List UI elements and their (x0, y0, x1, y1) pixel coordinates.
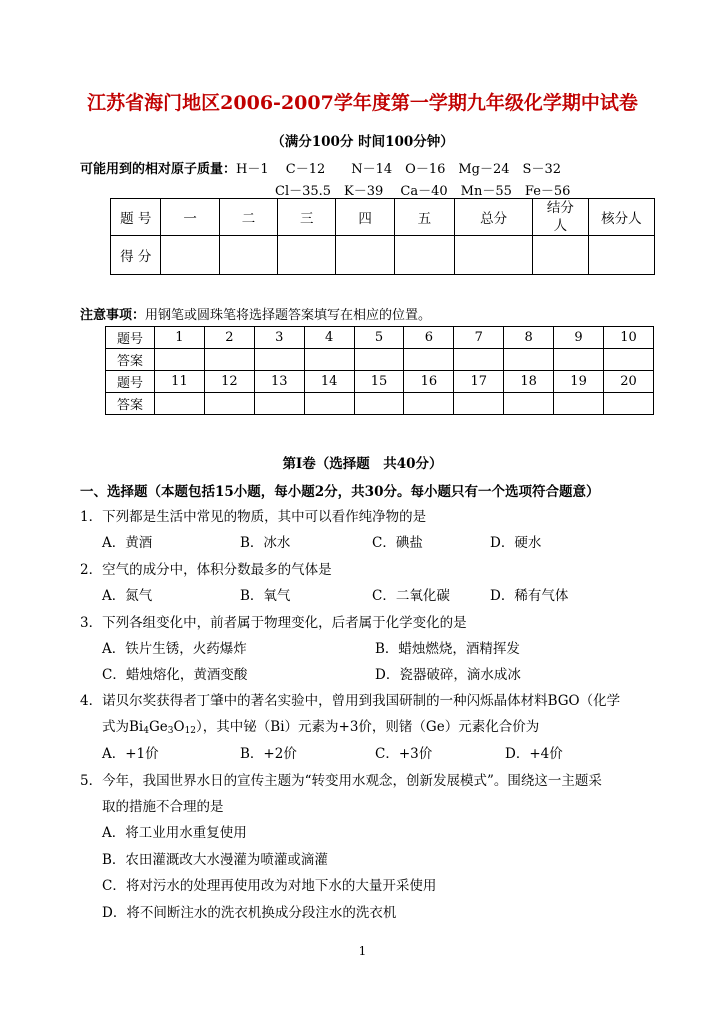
q1-option-c: C．碘盐 (372, 535, 423, 551)
q3-option-d: D．瓷器破碎，滴水成冰 (375, 667, 521, 683)
q5-option-b: B．农田灌溉改大水漫灌为喷灌或滴灌 (102, 852, 328, 868)
question-number-cell: 11 (155, 371, 205, 393)
score-header-cell: 一 (161, 199, 219, 236)
notice-text: 用钢笔或圆珠笔将选择题答案填写在相应的位置。 (145, 308, 432, 323)
question-number-cell: 17 (454, 371, 504, 393)
question-number-cell: 7 (454, 327, 504, 349)
q2-option-a: A．氮气 (102, 588, 153, 604)
page-number: 1 (358, 944, 367, 958)
answer-cell[interactable] (204, 349, 254, 371)
score-table-header-row (111, 199, 655, 236)
q1-stem: 1．下列都是生活中常见的物质，其中可以看作纯净物的是 (80, 509, 427, 525)
score-cell[interactable] (219, 236, 277, 275)
q5-option-d: D．将不间断注水的洗衣机换成分段注水的洗衣机 (102, 905, 397, 921)
score-header-cell: 总分 (455, 199, 533, 236)
q5-option-a: A．将工业用水重复使用 (102, 825, 247, 841)
exam-subtitle: （满分100分 时间100分钟） (271, 134, 454, 150)
answer-table-answer-row (106, 349, 654, 371)
score-header-cell: 题 号 (111, 199, 161, 236)
answer-cell[interactable] (554, 393, 604, 415)
answer-cell[interactable] (604, 349, 654, 371)
question-number-cell: 4 (304, 327, 354, 349)
question-number-cell: 9 (554, 327, 604, 349)
answer-cell[interactable] (504, 393, 554, 415)
question-number-cell: 20 (604, 371, 654, 393)
atomic-mass-values-1: H－1 C－12 N－14 O－16 Mg－24 S－32 (236, 162, 561, 177)
q4-option-d: D．+4价 (505, 746, 563, 762)
score-cell[interactable] (533, 236, 589, 275)
atomic-mass-label: 可能用到的相对原子质量： (80, 162, 237, 177)
score-header-cell: 四 (336, 199, 394, 236)
question-number-cell: 1 (155, 327, 205, 349)
answer-cell[interactable] (304, 393, 354, 415)
score-cell[interactable] (161, 236, 219, 275)
exam-title: 江苏省海门地区2006-2007学年度第一学期九年级化学期中试卷 (87, 92, 638, 114)
answer-cell[interactable] (155, 349, 205, 371)
q4-option-b: B．+2价 (240, 746, 297, 762)
question-number-cell: 13 (254, 371, 304, 393)
answer-row-label: 答案 (106, 393, 155, 415)
section1-title: 一、选择题（本题包括15小题，每小题2分，共30分。每小题只有一个选项符合题意） (80, 484, 600, 500)
answer-table-number-row (106, 327, 654, 349)
atomic-mass-values-2: Cl－35.5 K－39 Ca－40 Mn－55 Fe－56 (275, 184, 571, 199)
q3-option-c: C．蜡烛熔化，黄酒变酸 (102, 667, 248, 683)
answer-cell[interactable] (404, 349, 454, 371)
score-cell[interactable] (336, 236, 394, 275)
answer-cell[interactable] (354, 393, 404, 415)
score-header-cell: 五 (394, 199, 454, 236)
answer-row-label: 题号 (106, 371, 155, 393)
question-number-cell: 18 (504, 371, 554, 393)
q4-stem: 4．诺贝尔奖获得者丁肇中的著名实验中，曾用到我国研制的一种闪烁晶体材料BGO（化学 (80, 693, 621, 709)
score-cell[interactable] (455, 236, 533, 275)
answer-cell[interactable] (604, 393, 654, 415)
notice (80, 304, 431, 323)
score-cell[interactable] (588, 236, 654, 275)
answer-cell[interactable] (254, 393, 304, 415)
question-number-cell: 16 (404, 371, 454, 393)
q1-option-a: A．黄酒 (102, 535, 153, 551)
question-number-cell: 10 (604, 327, 654, 349)
question-number-cell: 6 (404, 327, 454, 349)
q3-stem: 3．下列各组变化中，前者属于物理变化，后者属于化学变化的是 (80, 615, 467, 631)
score-cell[interactable] (394, 236, 454, 275)
q2-stem: 2．空气的成分中，体积分数最多的气体是 (80, 562, 332, 578)
answer-table-answer-row (106, 393, 654, 415)
question-number-cell: 8 (504, 327, 554, 349)
q1-option-b: B．冰水 (240, 535, 291, 551)
answer-table (105, 326, 654, 415)
notice-label: 注意事项： (80, 308, 146, 323)
score-header-cell: 二 (219, 199, 277, 236)
q2-option-b: B．氧气 (240, 588, 291, 604)
answer-cell[interactable] (155, 393, 205, 415)
score-header-cell: 结分人 (533, 199, 589, 236)
q5-stem: 5．今年，我国世界水日的宣传主题为“转变用水观念，创新发展模式”。围绕这一主题采 (80, 773, 602, 789)
answer-cell[interactable] (204, 393, 254, 415)
question-number-cell: 5 (354, 327, 404, 349)
q3-option-b: B．蜡烛燃烧，酒精挥发 (375, 641, 520, 657)
question-number-cell: 3 (254, 327, 304, 349)
score-header-cell: 三 (278, 199, 336, 236)
score-table (110, 198, 655, 275)
answer-table-number-row (106, 371, 654, 393)
question-number-cell: 12 (204, 371, 254, 393)
part1-title: 第Ⅰ卷（选择题 共40分） (282, 456, 443, 472)
question-number-cell: 2 (204, 327, 254, 349)
answer-cell[interactable] (454, 349, 504, 371)
question-number-cell: 15 (354, 371, 404, 393)
question-number-cell: 19 (554, 371, 604, 393)
q4-option-a: A．+1价 (102, 746, 159, 762)
q4-stem-line2: 式为$Bi_4Ge_3O_{12}$），其中铋（Bi）元素为+3价，则锗（Ge）元素化合价为 (102, 719, 540, 736)
score-row-label: 得 分 (111, 236, 161, 275)
q2-option-d: D．稀有气体 (490, 588, 569, 604)
answer-cell[interactable] (304, 349, 354, 371)
q2-option-c: C．二氧化碳 (372, 588, 450, 604)
answer-cell[interactable] (354, 349, 404, 371)
score-cell[interactable] (278, 236, 336, 275)
q3-option-a: A．铁片生锈，火药爆炸 (102, 641, 247, 657)
answer-cell[interactable] (254, 349, 304, 371)
question-number-cell: 14 (304, 371, 354, 393)
answer-cell[interactable] (454, 393, 504, 415)
q4-option-c: C．+3价 (375, 746, 433, 762)
q5-stem-line2: 取的措施不合理的是 (102, 799, 224, 815)
answer-cell[interactable] (554, 349, 604, 371)
q1-option-d: D．硬水 (490, 535, 542, 551)
answer-row-label: 答案 (106, 349, 155, 371)
answer-row-label: 题号 (106, 327, 155, 349)
q5-option-c: C．将对污水的处理再使用改为对地下水的大量开采使用 (102, 878, 437, 894)
atomic-mass-line1 (80, 158, 561, 177)
score-table-score-row (111, 236, 655, 275)
answer-cell[interactable] (504, 349, 554, 371)
answer-cell[interactable] (404, 393, 454, 415)
score-header-cell: 核分人 (588, 199, 654, 236)
